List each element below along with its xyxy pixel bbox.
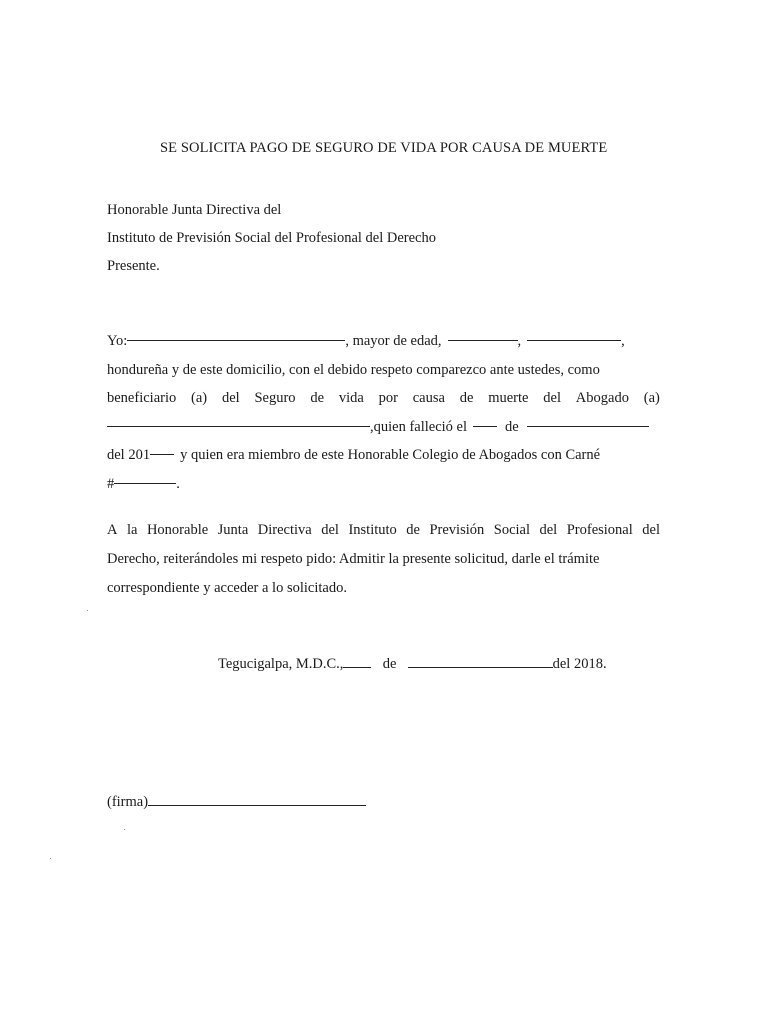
month-blank[interactable] [408,654,553,668]
request-line-1-word: del [642,522,660,538]
text-yo: Yo: [107,333,128,349]
addressee-line-3: Presente. [107,258,160,274]
declaration-line-1 [107,327,660,356]
request-line-1-word: Honorable [146,522,209,538]
declaration-line-3-word: muerte [488,390,529,406]
death-day-blank[interactable] [473,413,497,427]
scan-speck [124,829,125,830]
declaration-line-3-word: de [310,390,325,406]
request-line-2 [107,545,660,574]
request-line-1-word: la [126,522,138,538]
declaration-line-4 [107,413,660,442]
declaration-line-3-word: de [459,390,474,406]
death-month-blank[interactable] [527,413,649,427]
request-line-1-word: Profesional [566,522,633,538]
scan-speck [50,858,51,859]
text-del-201: del 201 [107,447,151,463]
name-blank[interactable] [127,327,345,341]
request-line-2-text: Derecho, reiterándoles mi respeto pido: Admitir la presente solicitud, darle el trámite [107,551,600,567]
request-line-1-word: del [539,522,558,538]
declaration-line-3-word: por [378,390,398,406]
addressee-block [107,196,436,280]
declaration-line-6 [107,470,660,499]
request-line-1-word: A [107,522,118,538]
place-date-line [218,654,607,673]
document-title: SE SOLICITA PAGO DE SEGURO DE VIDA POR CAUSA DE MUERTE [160,140,608,156]
text-quien-fallecio: ,quien falleció el [370,418,468,435]
text-place-de: de [382,656,397,672]
day-blank[interactable] [343,654,371,668]
declaration-paragraph [107,327,660,498]
signature-line [107,792,366,811]
declaration-line-3-word: (a) [191,390,208,406]
text-line-2: hondureña y de este domicilio, con el debido respeto comparezco ante ustedes, como [107,361,600,378]
request-line-3 [107,574,660,603]
comma-2: , [621,333,625,349]
declaration-line-5 [107,441,660,470]
text-hash: # [107,475,115,492]
card-number-blank[interactable] [114,470,176,484]
addressee-line-1: Honorable Junta Directiva del [107,202,282,218]
declaration-line-3-word: causa [412,390,445,406]
text-de: de [505,418,519,435]
signature-label: (firma) [107,794,149,810]
deceased-name-blank[interactable] [107,413,370,427]
signature-blank[interactable] [148,792,366,806]
request-line-1-word: Previsión [429,522,485,538]
request-line-1-word: del [321,522,339,538]
declaration-line-3-word: del [221,390,240,406]
request-paragraph [107,516,660,603]
declaration-line-3-word: (a) [643,390,660,406]
text-tegucigalpa: Tegucigalpa, M.D.C., [218,656,344,672]
request-line-1-word: Instituto [348,522,397,538]
text-mayor-de-edad: , mayor de edad, [345,333,442,349]
declaration-line-3-word: del [543,390,561,406]
request-line-1-word: Directiva [257,522,312,538]
request-line-1 [107,516,660,545]
request-line-1-word: Social [493,522,530,538]
declaration-line-3 [107,384,660,413]
marital-status-blank[interactable] [448,327,518,341]
request-line-3-text: correspondiente y acceder a lo solicitado. [107,580,347,596]
death-year-blank[interactable] [150,441,174,455]
declaration-line-3-word: beneficiario [107,390,177,406]
declaration-line-3-word: Seguro [254,390,296,406]
text-miembro-colegio: y quien era miembro de este Honorable Colegio de Abogados con Carné [180,447,601,463]
profession-blank[interactable] [527,327,621,341]
comma-1: , [517,333,522,349]
declaration-line-3-word: vida [338,390,364,406]
declaration-line-2 [107,356,660,385]
addressee-line-2: Instituto de Previsión Social del Profesional del Derecho [107,230,436,246]
request-line-1-word: Junta [217,522,249,538]
text-period: . [176,475,180,492]
text-del-2018: del 2018. [552,656,607,672]
declaration-line-3-word: Abogado [575,390,629,406]
request-line-1-word: de [406,522,420,538]
scan-speck [87,610,88,611]
